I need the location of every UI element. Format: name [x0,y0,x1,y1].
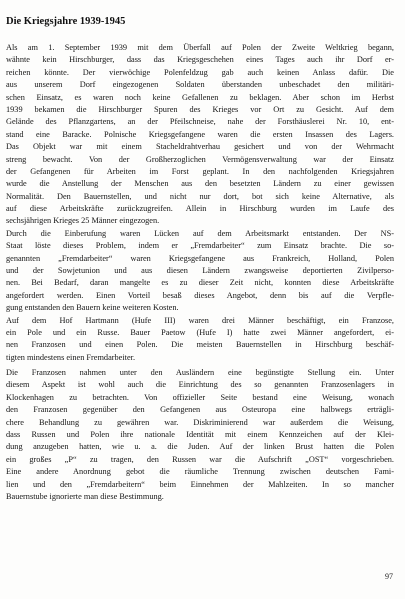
text-line: Gelände des Pflanzgartens, an der Pfeilschneise, nahe der Forsthäuslerei Nr. 10, ent- [6,117,394,127]
text-line: sechsjährigen Krieges 25 Männer eingezogen. [6,216,160,226]
paragraph-2 [6,367,394,503]
text-line: diesem Aspekt ist wohl auch die Einrichtung des so genannten Franzosenlagers in [6,380,394,390]
text-line: ein großes „P“ zu tragen, den Russen war die Aufschrift „OST“ vorgeschrieben. [6,454,394,464]
text-line: Eine andere Anordnung gebot die räumliche Trennung zwischen deutschen Fami- [6,467,394,477]
text-line: auf diese Arbeitskräfte zurückzugreifen. Allein in Hirschburg wurden im Laufe des [6,204,394,214]
text-line: und der Sowjetunion und aus diesen Ländern zwangsweise deportierten Zivilperso- [6,266,394,276]
text-line: dass Russen und Polen ihre nationale Identität mit einem Kennzeichen auf der Klei- [6,429,394,439]
text-line: Als am 1. September 1939 mit dem Überfall auf Polen der Zweite Weltkrieg begann, [6,43,394,52]
text-line: reichen könnte. Der vierwöchige Polenfeldzug gab auch keinen Anlass dafür. Die [6,67,394,77]
text-line: Die Franzosen nahmen unter den Ausländern eine begünstigte Stellung ein. Unter [6,368,394,377]
text-line: Auf dem Hof Hartmann (Hufe III) waren drei Männer beschäftigt, ein Franzose, [6,315,394,325]
text-line: Normalität. Den Bauernstellen, und nicht nur dort, bot sich keine Alternative, als [6,191,394,201]
text-line: nen Franzosen und einen Polen. Die meisten Bauernstellen in Hirschburg beschäf- [6,340,394,350]
text-line: genannten „Fremdarbeiter“ waren Kriegsgefangene aus Frankreich, Holland, Polen [6,253,394,263]
text-line: 1939 bekamen die Hirschburger Spuren des Krieges vor Ort zu Gesicht. Auf dem [6,104,394,114]
paragraph-1 [6,42,394,364]
text-line: schen Einsatz, es waren noch keine Gefallenen zu beklagen. Aber schon im Herbst [6,92,394,102]
text-line: wähnte kein Hirschburger, dass das Kriegsgeschehen eines Tages auch ihr Dorf er- [6,55,394,65]
text-line: Staat löste dieses Problem, indem er „Fremdarbeiter“ zum Einsatz brachte. Die so- [6,241,394,251]
text-line: der Gefangenen für Arbeiten im Forst geplant. In den nachfolgenden Kriegsjahren [6,166,394,176]
text-line: lien und den „Fremdarbeitern“ beim Einnehmen der Mahlzeiten. In so mancher [6,479,394,489]
text-line: wurde die Anstellung der Menschen aus den besetzten Ländern zu einer gewissen [6,179,394,189]
text-line: nen. Bei Bedarf, daran mangelte es zu dieser Zeit nicht, konnten diese Arbeitskräfte [6,278,394,288]
text-line: aus unserem Dorf eingezogenen Soldaten überstanden unbeschadet den militäri- [6,80,394,90]
text-line: angefordert werden. Einen Vorteil besaß dieses Angebot, denn bis auf die Verpfle- [6,290,394,300]
text-line: Bauernstube ignorierte man diese Bestimmung. [6,491,164,501]
text-line: gung entstanden den Bauern keine weiteren Kosten. [6,303,179,313]
text-line: Klockenhagen zu betrachten. Von offizieller Seite bestand eine Weisung, wonach [6,392,394,402]
text-line: Durch die Einberufung waren Lücken auf dem Arbeitsmarkt entstanden. Der NS- [6,228,394,238]
text-line: Das Objekt war mit einem Stacheldrahtverhau gesichert und von der Wehrmacht [6,142,394,152]
page-number: 97 [385,572,393,581]
text-line: stand eine Baracke. Polnische Kriegsgefangene waren die ersten Insassen des Lagers. [6,129,394,139]
text-line: chere Behandlung zu gewähren war. Diskriminierend war außerdem die Weisung, [6,417,394,427]
text-line: den Franzosen gegenüber den Gefangenen aus Osteuropa eine halbwegs erträgli- [6,405,394,415]
section-heading: Die Kriegsjahre 1939-1945 [6,16,126,27]
text-line: dung anzugeben hatten, wie u. a. die Juden. Auf der linken Brust hatten die Polen [6,442,394,452]
text-line: ein Pole und ein Russe. Bauer Paetow (Hufe I) hatte zwei Männer angefordert, ei- [6,327,394,337]
text-line: tigten mindestens einen Fremdarbeiter. [6,352,136,362]
text-line: streng bewacht. Von der Großherzoglichen Vermögensverwaltung war der Einsatz [6,154,394,164]
